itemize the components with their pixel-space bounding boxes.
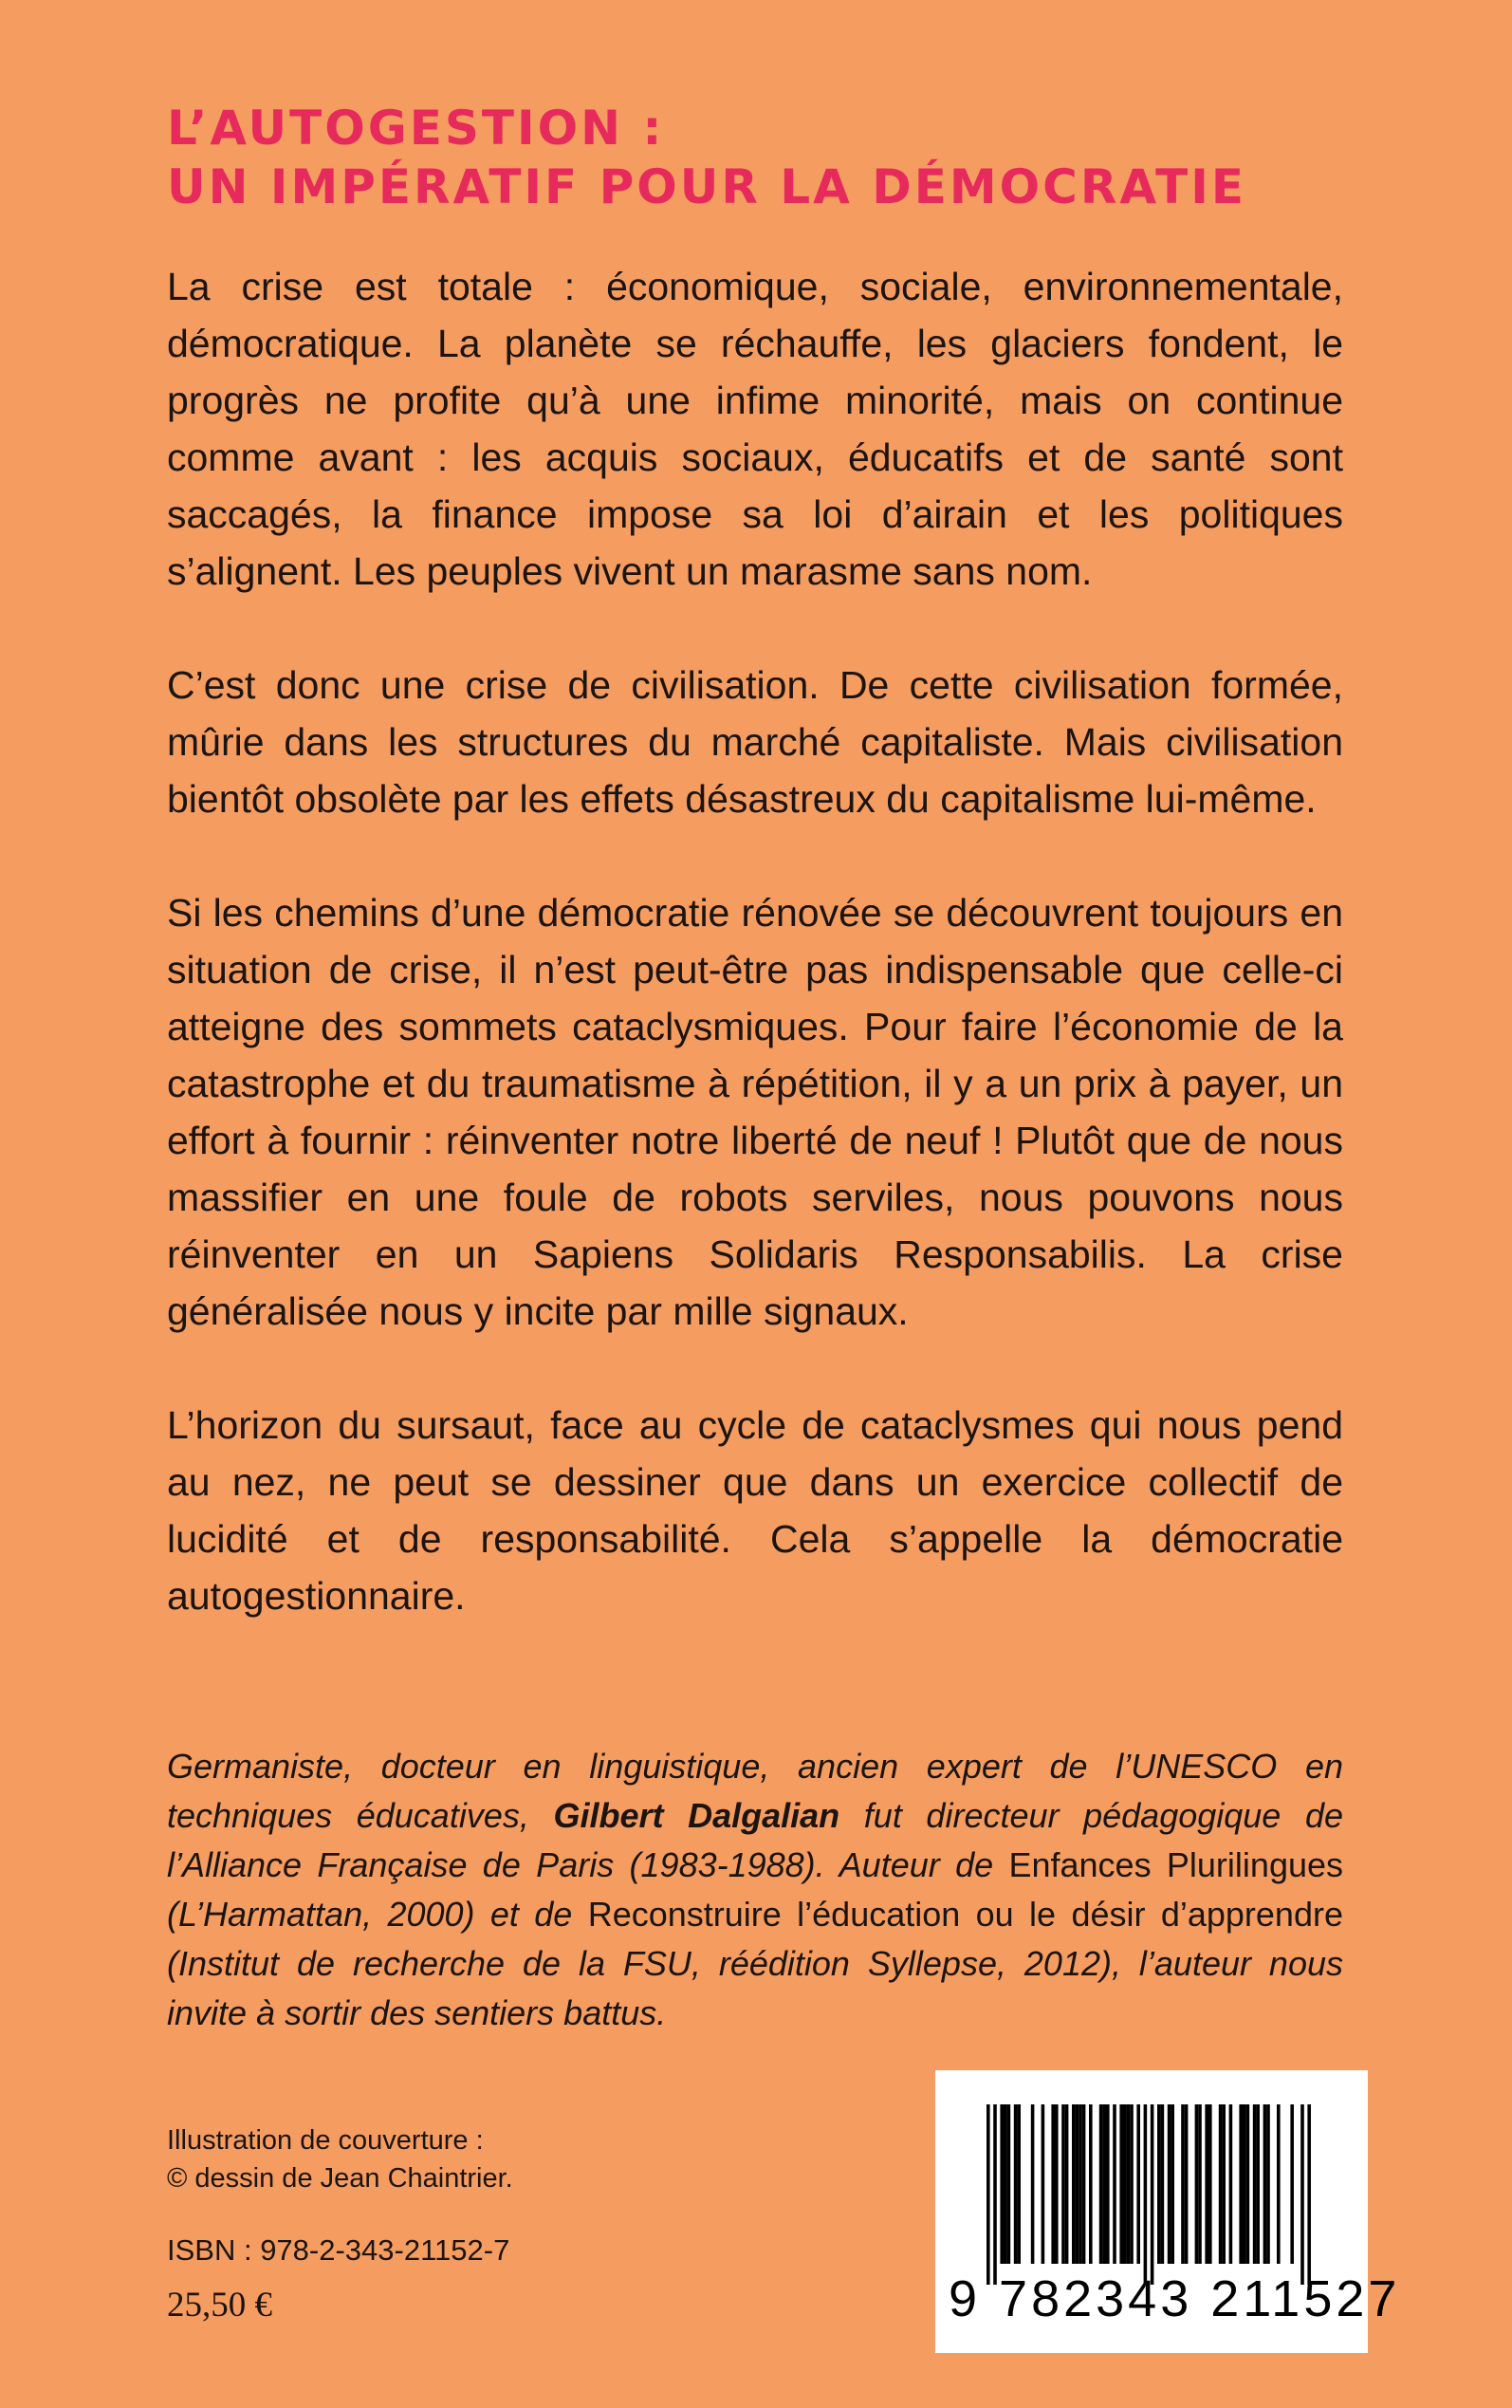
barcode-bar [1168,2104,1171,2264]
barcode-bar [1253,2104,1257,2264]
bio-text-1: Germaniste, docteur en linguistique, ancien expert de l’UNESCO en techniques éducatives, [167,1747,1343,1835]
barcode-bar [1185,2104,1189,2264]
blurb [167,258,1343,1681]
author-bio [167,1742,1343,2038]
barcode-bar [1243,2104,1246,2264]
barcode-bar [1055,2104,1059,2264]
blurb-paragraph-2: C’est donc une crise de civilisation. De cette civilisation formée, mûrie dans les structures du marché capitaliste. Mais civilisation bientôt obsolète par les effets désastreux du capitalisme lui-même. [167,663,1343,821]
book-title-1: Enfances Plurilingues [1008,1845,1344,1884]
barcode-bar [1136,2104,1140,2264]
barcode-bar [1307,2104,1311,2285]
barcode-bar [1205,2104,1208,2264]
blurb-paragraph-1: La crise est totale : économique, sociale, environnementale, démocratique. La planète se réchauffe, les glaciers fondent, le progrès ne profite qu’à une infime minorité, mais on continue comme avant : les acquis sociaux, éducatifs et de santé sont saccagés, la finance impose sa loi d’airain et les politiques s’alignent. Les peuples vivent un marasme sans nom. [167,265,1343,593]
barcode-bar [1157,2104,1161,2264]
barcode-bar [1263,2104,1267,2264]
barcode-bar [993,2104,997,2285]
barcode-bar [1266,2104,1270,2264]
book-title-2: Reconstruire l’éducation ou le désir d’apprendre [587,1895,1343,1934]
barcode-bar [1113,2104,1116,2264]
barcode-bar [1061,2104,1065,2264]
barcode-bar [1246,2104,1250,2264]
barcode-bar [1219,2104,1223,2264]
barcode-bar [1031,2104,1035,2264]
barcode-bar [1151,2104,1154,2285]
barcode-bar [1000,2104,1004,2264]
bio-text-2: fut directeur pédagogique de l’Alliance Française de Paris (1983-1988). Auteur de [167,1796,1343,1884]
barcode-bar [1017,2104,1021,2264]
barcode-bar [1051,2104,1055,2264]
barcode-bar [1171,2104,1174,2264]
barcode-bar [1079,2104,1082,2264]
barcode-bar [1208,2104,1212,2264]
barcode-bar [1198,2104,1202,2264]
barcode-digits: 9 782343 211527 [949,2270,1401,2327]
barcode-bar [1161,2104,1165,2264]
barcode-bar [1099,2104,1103,2264]
bio-text-3: (L’Harmattan, 2000) et de [167,1895,588,1934]
price-text: 25,50 € [167,2286,272,2325]
title-line-1: L’AUTOGESTION : [167,101,665,156]
barcode-bar [1089,2104,1093,2264]
barcode-bar [1072,2104,1076,2264]
barcode-bar [986,2104,990,2285]
barcode-bar [1106,2104,1110,2264]
barcode-bar [1256,2104,1260,2264]
barcode-bar [1239,2104,1243,2264]
credits-line-1: Illustration de couverture : [167,2125,484,2156]
credits-line-2: © dessin de Jean Chaintrier. [167,2163,513,2194]
isbn-text: ISBN : 978-2-343-21152-7 [167,2233,510,2267]
barcode-bar [1004,2104,1007,2264]
barcode-bar [1014,2104,1018,2264]
barcode-bar [1300,2104,1304,2285]
cover-credits [167,2121,513,2197]
barcode-bar [1222,2104,1226,2264]
blurb-paragraph-4: L’horizon du sursaut, face au cycle de cataclysmes qui nous pend au nez, ne peut se dessiner que dans un exercice collectif de lucidité et de responsabilité. Cela s’appelle la démocratie autogestionnaire. [167,1403,1343,1618]
barcode-label [935,2070,1401,2353]
barcode-bar [1144,2104,1148,2285]
barcode-bar [1130,2104,1134,2264]
barcode-bar [1290,2104,1294,2264]
barcode-bar [1007,2104,1011,2264]
barcode-bar [1076,2104,1079,2264]
bio-text-4: (Institut de recherche de la FSU, réédition Syllepse, 2012), l’auteur nous invite à sortir des sentiers battus. [167,1944,1343,2032]
barcode-bar [1082,2104,1086,2264]
barcode-bar [1102,2104,1106,2264]
title-line-2: UN IMPÉRATIF POUR LA DÉMOCRATIE [167,159,1247,214]
barcode-bar [1065,2104,1069,2264]
barcode-bar [1277,2104,1281,2264]
barcode-bar [1119,2104,1123,2264]
barcode-bar [1127,2104,1131,2264]
book-title [167,99,1381,216]
barcode-bar [1229,2104,1233,2264]
barcode-bar [1181,2104,1185,2264]
author-name: Gilbert Dalgalian [553,1796,840,1835]
barcode-bar [1195,2104,1199,2264]
barcode-bar [1042,2104,1045,2264]
blurb-paragraph-3: Si les chemins d’une démocratie rénovée se découvrent toujours en situation de crise, il n’est peut-être pas indispensable que celle-ci atteigne des sommets cataclysmiques. Pour faire l’économie de la catastrophe et du traumatisme à répétition, il y a un prix à payer, un effort à fournir : réinventer notre liberté de neuf ! Plutôt que de nous massifier en une foule de robots serviles, nous pouvons nous réinventer en un Sapiens Solidaris Responsabilis. La crise généralisée nous y incite par mille signaux. [167,891,1343,1333]
barcode-bar [1123,2104,1127,2264]
